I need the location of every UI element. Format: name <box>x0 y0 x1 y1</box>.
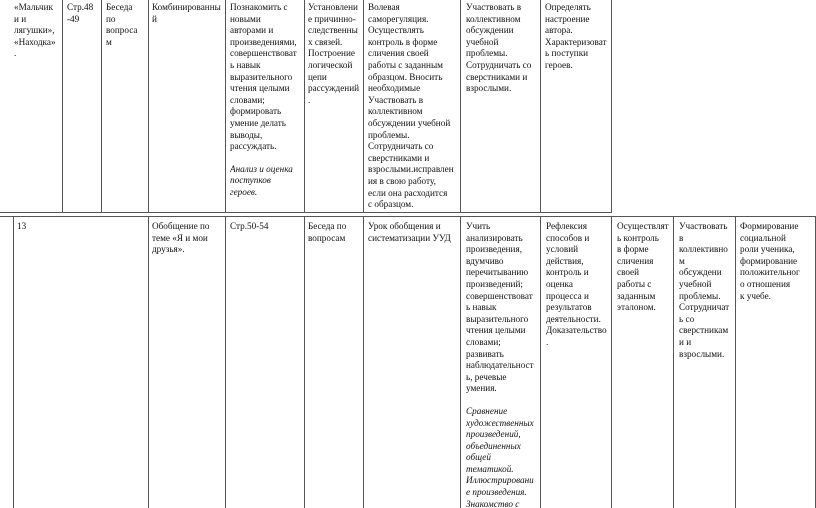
text-line: теме «Я и мои <box>152 232 208 243</box>
text-line: рассуждений <box>308 83 360 94</box>
text-line: взрослыми.исправлен <box>368 164 454 175</box>
text-line: проблемы. <box>466 48 508 59</box>
table-border <box>225 0 226 213</box>
table-border <box>225 216 226 508</box>
text-line: рассуждать. <box>230 141 277 152</box>
text-line: Участвовать <box>679 221 728 231</box>
text-line: социальной <box>740 232 786 243</box>
cell-form <box>308 221 362 244</box>
table-border <box>0 216 816 217</box>
text-line: Учить <box>466 221 491 231</box>
text-line: 13 <box>17 221 27 231</box>
text-line: Знакомство с <box>466 498 520 508</box>
text-line: лягушки», <box>14 25 55 36</box>
text-line: взрослыми. <box>679 348 725 359</box>
text-line: учебной <box>466 36 499 47</box>
text-line: словами; <box>230 94 265 105</box>
cell-pages <box>67 2 100 25</box>
table-border <box>540 216 541 508</box>
cell-communicative <box>679 221 735 360</box>
text-line: следственны <box>308 25 358 36</box>
text-line: выразительного <box>466 313 529 324</box>
text-line: сличения <box>617 255 654 266</box>
cell-personal <box>545 2 610 72</box>
text-line: м <box>679 255 685 266</box>
text-line: деятельности. <box>546 313 601 324</box>
table-border <box>0 212 611 213</box>
text-line: вопросам <box>308 232 346 243</box>
text-line: произведений, <box>466 429 521 440</box>
text-line: тематикой. <box>466 463 514 474</box>
text-line: общей <box>466 452 491 463</box>
text-line: Беседа <box>106 2 133 12</box>
text-line: . <box>14 48 17 59</box>
text-line: развивать <box>466 348 504 359</box>
text-line: настроение <box>545 13 590 24</box>
table-border <box>304 216 305 508</box>
cell-cognitive <box>546 221 610 349</box>
text-line: Стр.50-54 <box>230 221 269 231</box>
table-border <box>363 0 364 213</box>
text-line: Рефлексия <box>546 221 588 231</box>
text-line: в <box>679 232 684 243</box>
text-line: действия, <box>546 255 584 266</box>
text-line: «Мальчик <box>14 2 53 12</box>
text-line: сличения своей <box>368 48 429 59</box>
text-line: Сотрудничать со <box>368 141 434 152</box>
text-line: Познакомить с <box>230 2 288 12</box>
text-line: ия в свою работу, <box>368 175 436 186</box>
text-line: Беседа по <box>308 221 347 231</box>
text-line: и и <box>679 336 692 347</box>
text-line: произведения, <box>466 244 522 255</box>
text-line: х связей. <box>308 36 343 47</box>
cell-goals <box>466 221 539 508</box>
text-line: Сравнение <box>466 405 508 416</box>
text-line: совершенствоват <box>466 290 533 301</box>
table-border <box>673 216 674 508</box>
text-line: обсуждении учебной <box>368 117 451 128</box>
text-line: ь навык <box>466 302 497 313</box>
text-line: систематизации УУД <box>368 232 451 243</box>
text-line: Волевая <box>368 2 400 12</box>
text-line: чтения целыми <box>230 83 290 94</box>
text-line: ь контроль <box>617 232 659 243</box>
text-line: умения. <box>466 383 497 394</box>
text-line: контроль и <box>546 267 589 278</box>
text-line: обсуждени <box>679 267 722 278</box>
text-line: условий <box>546 244 579 255</box>
text-line: . <box>546 336 549 347</box>
text-line: работы с заданным <box>368 59 443 70</box>
cell-goals <box>230 2 303 199</box>
text-line: выразительного <box>230 71 293 82</box>
text-line: . <box>308 94 311 105</box>
text-line: сверстниками и <box>466 71 528 82</box>
text-line: умение делать <box>230 117 286 128</box>
text-line: проблемы. <box>679 290 721 301</box>
text-line: обсуждении <box>466 25 514 36</box>
text-line: взрослыми. <box>466 83 512 94</box>
text-line: роли ученика, <box>740 244 795 255</box>
text-line: сверстниками и <box>368 152 430 163</box>
text-line: контроль в форме <box>368 36 438 47</box>
text-line: с образцом. <box>368 199 414 210</box>
cell-form <box>106 2 147 48</box>
text-line: Комбинированны <box>152 2 221 12</box>
table-border <box>363 216 364 508</box>
spacer <box>466 395 539 406</box>
text-line: к учебе. <box>740 290 771 301</box>
text-line: в форме <box>617 244 649 255</box>
cell-regulatory <box>368 2 459 211</box>
text-line: словами; <box>466 336 501 347</box>
text-line: если она расходится <box>368 187 448 198</box>
table-border <box>148 0 149 213</box>
text-line: выводы, <box>230 129 263 140</box>
text-line: саморегуляция. <box>368 13 429 24</box>
table-border <box>62 0 63 213</box>
text-line: вдумчиво <box>466 255 504 266</box>
text-line: о отношения <box>740 278 791 289</box>
spacer <box>230 153 303 164</box>
text-line: необходимые <box>368 83 421 94</box>
cell-lesson-number <box>17 221 57 233</box>
cell-lesson-type <box>368 221 459 244</box>
text-line: оценка <box>546 278 573 289</box>
text-line: й <box>152 13 157 24</box>
text-line: героев. <box>545 59 573 70</box>
table-border <box>148 216 149 508</box>
table-border <box>611 216 612 508</box>
text-line: -49 <box>67 13 80 24</box>
text-line: е причинно- <box>308 13 356 24</box>
text-line: образцом. Вносить <box>368 71 443 82</box>
table-border <box>540 0 541 213</box>
table-border <box>735 216 736 508</box>
text-line: Урок обобщения и <box>368 221 441 231</box>
table-border <box>611 0 612 213</box>
text-line: Характеризоват <box>545 36 607 47</box>
text-line: Установлени <box>308 2 358 12</box>
cell-topic <box>152 221 224 256</box>
text-line: учебной <box>679 278 712 289</box>
text-line: эталоном. <box>617 302 656 313</box>
text-line: совершенствоват <box>230 48 297 59</box>
text-line: коллективном <box>368 106 423 117</box>
text-line: способов и <box>546 232 590 243</box>
text-line: Сотрудничат <box>679 302 730 313</box>
text-line: цепи <box>308 71 327 82</box>
text-line: Осуществлять <box>368 25 424 36</box>
text-line: вопроса <box>106 25 138 36</box>
cell-topic <box>14 2 61 60</box>
text-line: Построение <box>308 48 355 59</box>
text-line: авторами и <box>230 25 274 36</box>
text-line: произведений; <box>466 278 523 289</box>
table-border <box>13 216 14 508</box>
text-line: м <box>106 36 112 47</box>
text-line: произведениями, <box>230 36 297 47</box>
cell-regulatory <box>617 221 673 314</box>
text-line: Иллюстрировани <box>466 475 534 486</box>
text-line: новыми <box>230 13 261 24</box>
text-line: е произведения. <box>466 487 527 498</box>
text-line: формировать <box>230 106 282 117</box>
cell-communicative <box>466 2 539 95</box>
text-line: ь поступки <box>545 48 589 59</box>
text-line: формирование <box>740 255 798 266</box>
text-line: объединенных <box>466 440 521 451</box>
text-line: положительног <box>740 267 800 278</box>
table-border <box>304 0 305 213</box>
text-line: анализировать <box>466 232 523 243</box>
text-line: процесса и <box>546 290 589 301</box>
text-line: работы с <box>617 278 652 289</box>
table-border <box>101 0 102 213</box>
text-line: наблюдательност <box>466 360 534 371</box>
text-line: художественных <box>466 417 534 428</box>
text-line: Участвовать в <box>368 94 424 105</box>
text-line: героев. <box>230 186 258 197</box>
text-line: коллективно <box>679 244 728 255</box>
cell-personal <box>740 221 815 302</box>
text-line: Сотрудничать со <box>466 59 532 70</box>
text-line: чтения целыми <box>466 325 526 336</box>
text-line: заданным <box>617 290 656 301</box>
text-line: автора. <box>545 25 573 36</box>
cell-lesson-type <box>152 2 224 25</box>
text-line: Обобщение по <box>152 221 210 231</box>
text-line: Осуществлят <box>617 221 669 231</box>
text-line: своей <box>617 267 640 278</box>
table-border <box>460 216 461 508</box>
text-line: по <box>106 13 116 24</box>
text-line: ь навык <box>230 59 261 70</box>
text-line: Участвовать в <box>466 2 522 12</box>
text-line: поступков <box>230 175 271 186</box>
text-line: Формирование <box>740 221 799 231</box>
text-line: ь, речевые <box>466 371 507 382</box>
cell-pages <box>230 221 303 233</box>
text-line: Анализ и оценка <box>230 163 293 174</box>
text-line: и и <box>14 13 27 24</box>
text-line: друзья». <box>152 244 185 255</box>
text-line: коллективном <box>466 13 521 24</box>
text-line: Стр.48 <box>67 2 94 12</box>
text-line: логической <box>308 59 353 70</box>
table-border <box>460 0 461 213</box>
text-line: Определять <box>545 2 591 12</box>
text-line: проблемы. <box>368 129 410 140</box>
text-line: ь со <box>679 313 695 324</box>
text-line: результатов <box>546 302 592 313</box>
text-line: сверстникам <box>679 325 729 336</box>
text-line: Доказательство <box>546 325 607 336</box>
text-line: «Находка» <box>14 36 56 47</box>
text-line: перечитыванию <box>466 267 529 278</box>
cell-cognitive <box>308 2 362 106</box>
